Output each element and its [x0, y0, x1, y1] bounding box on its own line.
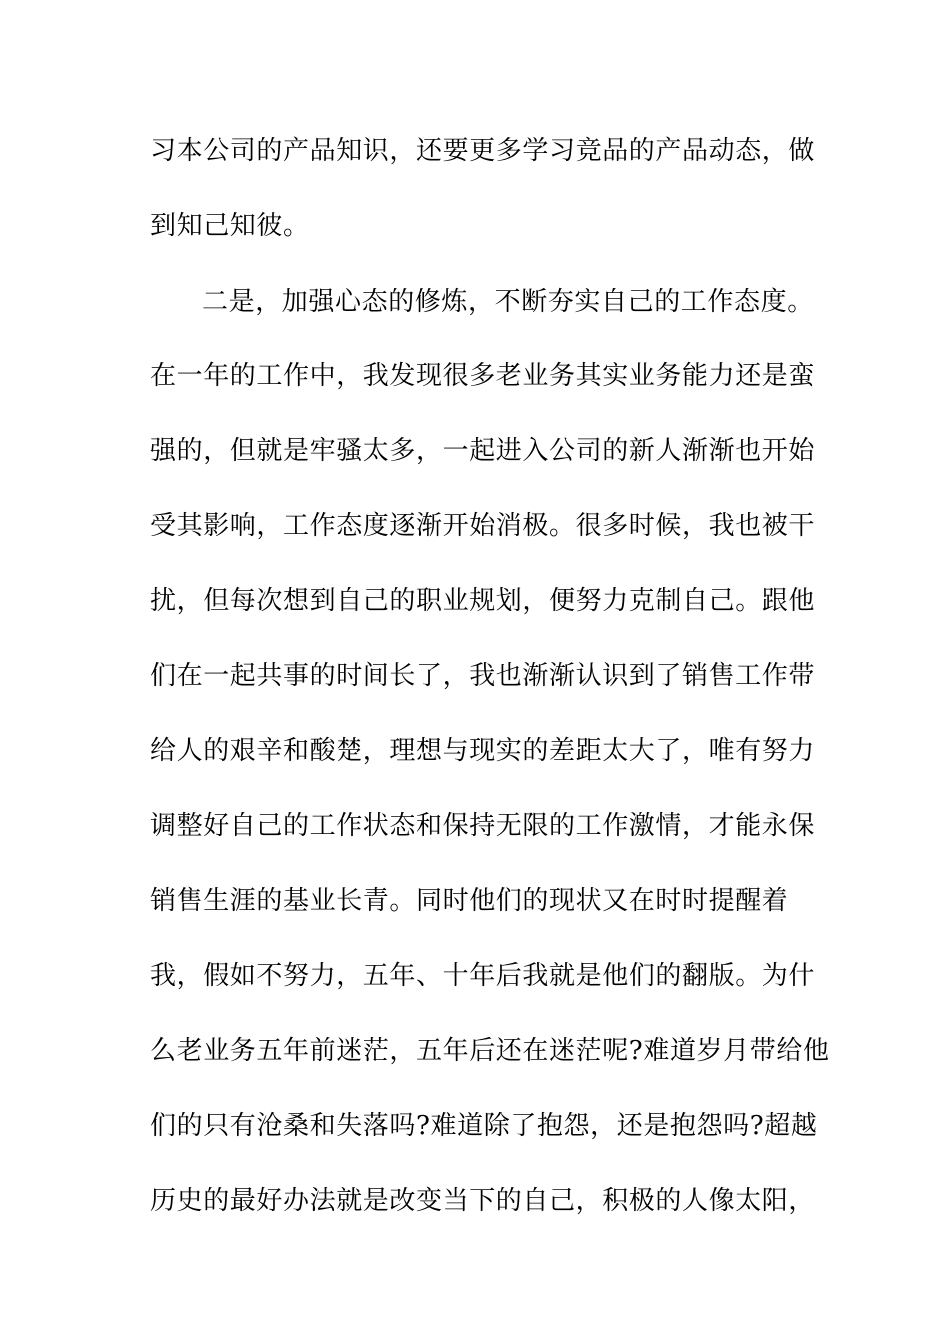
text-line: 们在一起共事的时间长了，我也渐渐认识到了销售工作带 — [150, 661, 816, 691]
text-line: 到知己知彼。 — [150, 211, 310, 241]
text-line: 么老业务五年前迷茫，五年后还在迷茫呢?难道岁月带给他 — [150, 1036, 830, 1066]
text-line: 们的只有沧桑和失落吗?难道除了抱怨，还是抱怨吗?超越 — [150, 1111, 818, 1141]
text-line: 给人的艰辛和酸楚，理想与现实的差距太大了，唯有努力 — [150, 736, 816, 766]
text-line: 扰，但每次想到自己的职业规划，便努力克制自己。跟他 — [150, 586, 816, 616]
text-line: 历史的最好办法就是改变当下的自己，积极的人像太阳， — [150, 1186, 816, 1216]
text-line: 受其影响，工作态度逐渐开始消极。很多时候，我也被干 — [150, 511, 816, 541]
text-line: 强的，但就是牢骚太多，一起进入公司的新人渐渐也开始 — [150, 436, 816, 466]
text-line: 习本公司的产品知识，还要更多学习竞品的产品动态，做 — [150, 136, 816, 166]
text-line: 销售生涯的基业长青。同时他们的现状又在时时提醒着 — [150, 886, 789, 916]
text-line: 调整好自己的工作状态和保持无限的工作激情，才能永保 — [150, 811, 816, 841]
paragraph-first-line: 二是，加强心态的修炼，不断夯实自己的工作态度。 — [202, 287, 814, 317]
text-line: 在一年的工作中，我发现很多老业务其实业务能力还是蛮 — [150, 361, 816, 391]
text-line: 我，假如不努力，五年、十年后我就是他们的翻版。为什 — [150, 961, 816, 991]
